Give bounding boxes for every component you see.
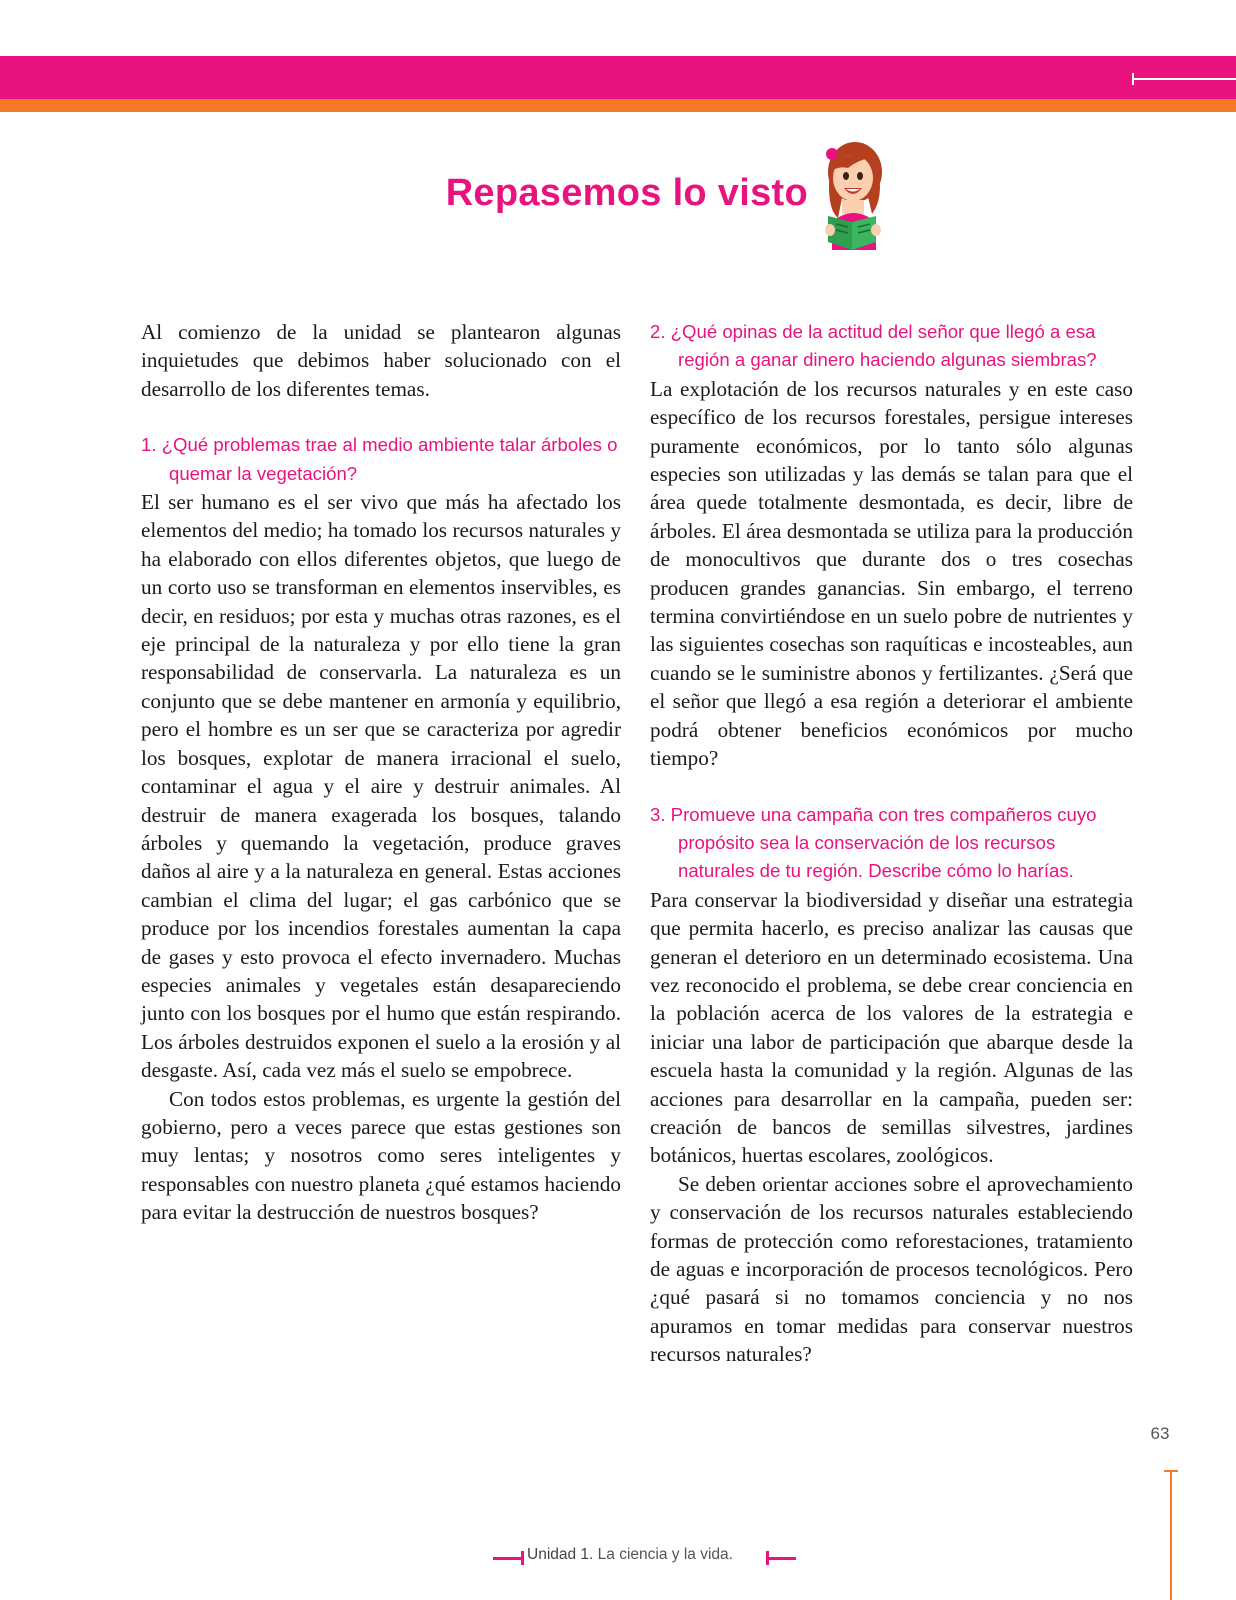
header-rule-cap <box>1132 73 1134 85</box>
question-2: 2. ¿Qué opinas de la actitud del señor que llegó a esa región a ganar dinero haciendo algunas siembras? <box>650 321 1097 371</box>
answer-3-paragraph-2: Se deben orientar acciones sobre el aprovechamiento y conservación de los recursos naturales estableciendo formas de protección como reforestaciones, tratamiento de aguas e incorporación de procesos tecnológicos. Pero ¿qué pasará si no tomamos conciencia y no nos apuramos en tomar medidas para conservar nuestros recursos naturales? <box>650 1171 1133 1367</box>
question-3: 3. Promueve una campaña con tres compañeros cuyo propósito sea la conservación de los recursos naturales de tu región. Describe cómo lo harías. <box>650 803 1097 882</box>
girl-reading-book-icon <box>818 138 888 256</box>
page-number: 63 <box>1150 1424 1170 1443</box>
header-band-pink <box>0 56 1236 99</box>
footer-dash-left <box>493 1557 523 1560</box>
footer-unit-label <box>527 1546 763 1564</box>
footer-unit: Unidad 1. <box>527 1546 594 1563</box>
answer-1-paragraph-1: El ser humano es el ser vivo que más ha afectado los elementos del medio; ha tomado los recursos naturales y ha elaborado con ellos diferentes objetos, que luego de un corto uso se transforman en elementos inservibles, es decir, en residuos; por esta y muchas otras razones, es el eje principal de la naturaleza y por ello tiene la gran responsabilidad de conservarla. La naturaleza es un conjunto que se debe mantener en armonía y equilibrio, pero el hombre es un ser que se caracteriza por agredir los bosques, explotar de manera irracional el suelo, contaminar el agua y el aire y destruir animales. Al destruir de manera exagerada los bosques, talando árboles y quemando la vegetación, produce graves daños al aire y a la naturaleza en general. Estas acciones cambian el clima del lugar; el gas carbónico que se produce por los incendios forestales aumentan la capa de gases y esto provoca el efecto invernadero. Muchas especies animales y vegetales están desapareciendo junto con los bosques por el humo que están respirando. Los árboles destruidos exponen el suelo a la erosión y al desgaste. Así, cada vez más el suelo se empobrece. <box>141 490 621 1083</box>
right-column <box>650 318 1133 1369</box>
footer-dash-right <box>766 1557 796 1560</box>
answer-2-paragraph: La explotación de los recursos naturales y en este caso específico de los recursos forestales, persigue intereses puramente económicos, por lo tanto sólo algunas especies son utilizadas y las demás se talan para que el área quede totalmente desmontada, es decir, libre de árboles. El área desmontada se utiliza para la producción de monocultivos que durante dos o tres cosechas producen grandes ganancias. Sin embargo, el terreno termina convirtiéndose en un suelo pobre de nutrientes y las siguientes cosechas son raquíticas e incosteables, aun cuando se le suministre abonos y fertilizantes. ¿Será que el señor que llegó a esa región a deteriorar el ambiente podrá obtener beneficios económicos por mucho tiempo? <box>650 376 1133 771</box>
header-band-orange <box>0 99 1236 112</box>
answer-3-paragraph-1: Para conservar la biodiversidad y diseñar una estrategia que permita hacerlo, es preciso analizar las causas que generan el deterioro en un determinado ecosistema. Una vez reconocido el problema, se debe crear conciencia en la población acerca de los valores de la estrategia e iniciar una labor de participación que abarque desde la escuela hasta la comunidad y la región. Algunas de las acciones para desarrollar en la campaña, pueden ser: creación de bancos de semillas silvestres, jardines botánicos, huertas escolares, zoológicos. <box>650 887 1133 1168</box>
footer <box>0 1546 1236 1570</box>
footer-unit-title: La ciencia y la vida. <box>597 1546 733 1563</box>
question-1: 1. ¿Qué problemas trae al medio ambiente talar árboles o quemar la vegetación? <box>141 434 618 484</box>
page-title: Repasemos lo visto <box>445 172 808 214</box>
page-number-rule-cap <box>1164 1470 1178 1472</box>
left-column <box>141 318 621 1227</box>
footer-cap-left <box>521 1551 524 1565</box>
header-rule <box>1132 78 1236 80</box>
page-number-rule <box>1170 1470 1172 1600</box>
answer-1-paragraph-2: Con todos estos problemas, es urgente la gestión del gobierno, pero a veces parece que estas gestiones son muy lentas; y nosotros como seres inteligentes y responsables con nuestro planeta ¿qué estamos haciendo para evitar la destrucción de nuestros bosques? <box>141 1086 621 1225</box>
intro-paragraph: Al comienzo de la unidad se plantearon algunas inquietudes que debimos haber solucionado con el desarrollo de los diferentes temas. <box>141 320 621 401</box>
